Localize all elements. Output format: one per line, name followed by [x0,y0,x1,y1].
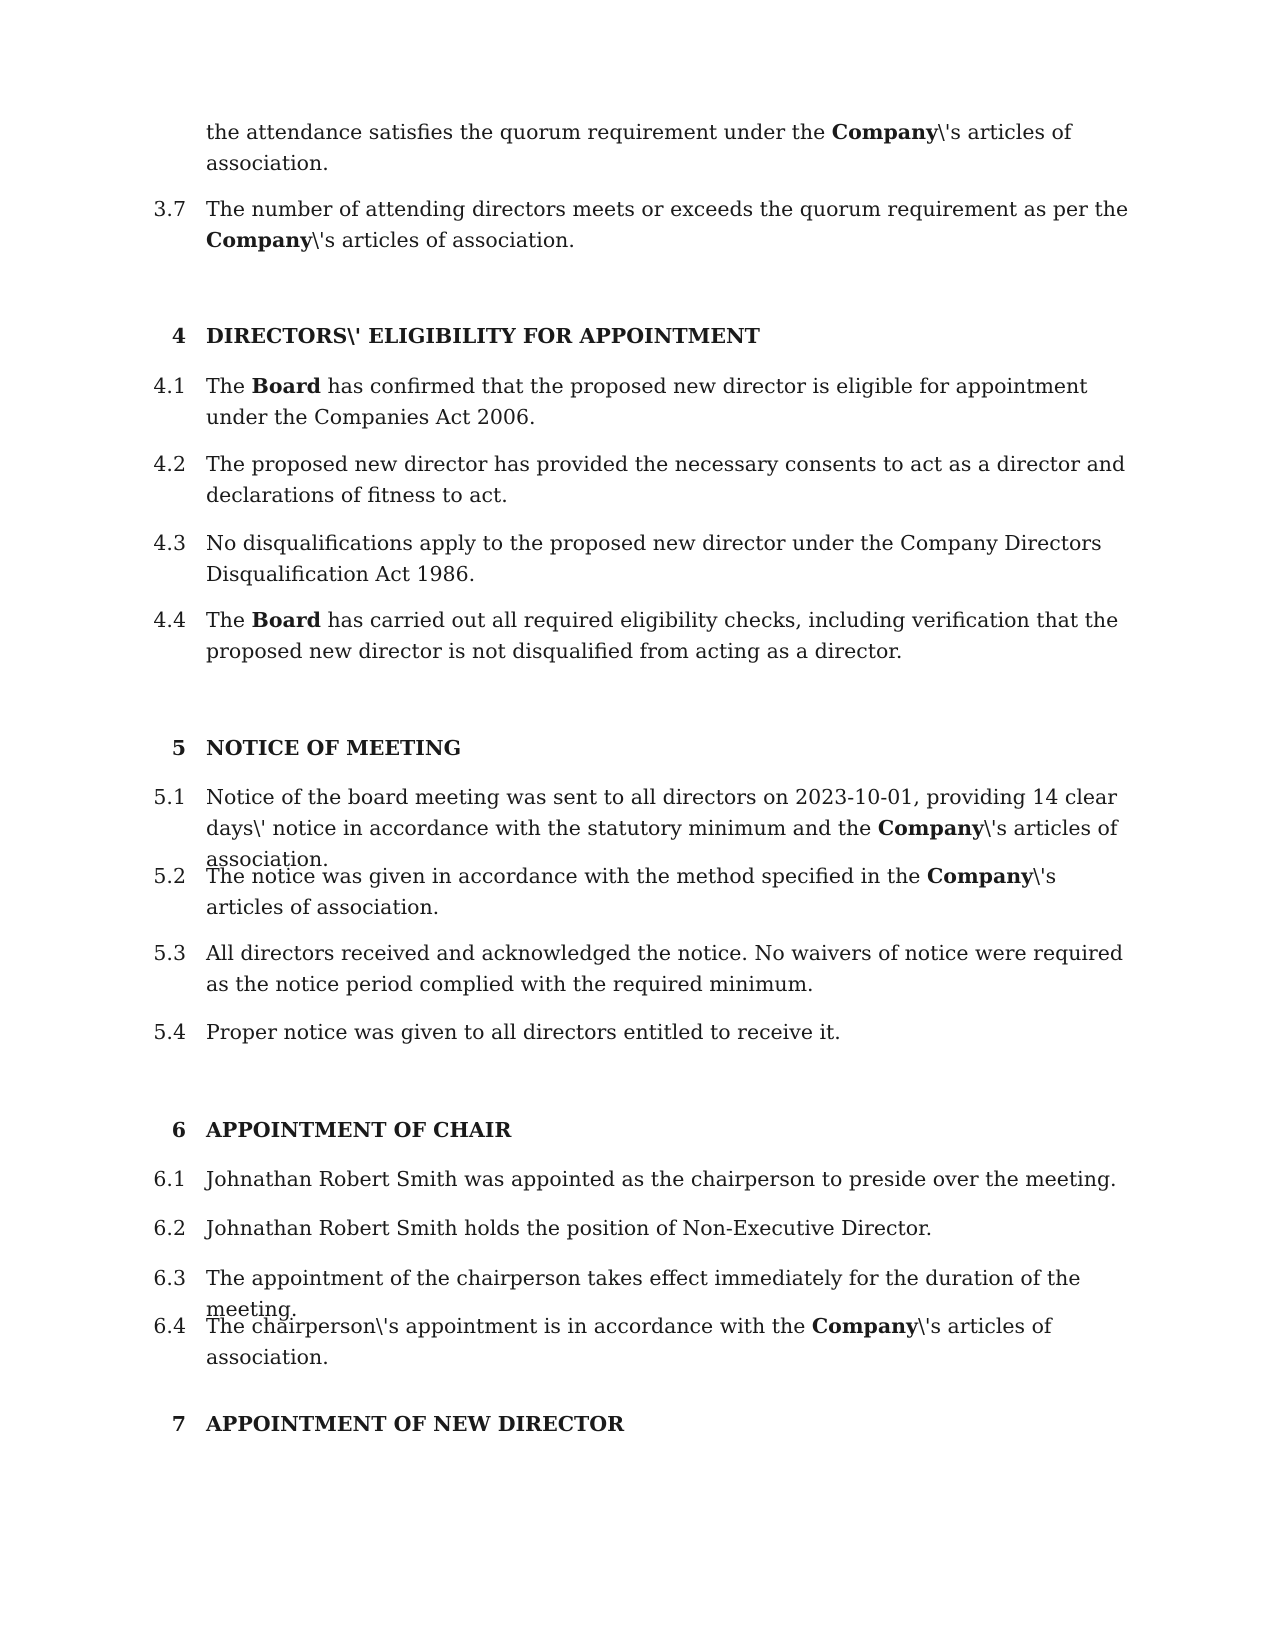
section-number: 6 [171,1118,186,1142]
clause-number: 4.3 [153,531,186,555]
defined-term: Company [877,816,984,840]
clause-number: 5.1 [153,785,186,809]
clause-number: 5.4 [153,1020,186,1044]
clause-text: The Board has carried out all required eligibility checks, including verification that the proposed new director is not disqualified from acting as a director. [206,608,1119,663]
clause-text: The Board has confirmed that the proposed new director is eligible for appointment under the Companies Act 2006. [206,374,1088,429]
clause-text: The notice was given in accordance with the method specified in the Company\'s articles of association. [206,864,1057,919]
clause-number: 3.7 [153,197,186,221]
clause-text: The number of attending directors meets or exceeds the quorum requirement as per the Company\'s articles of association. [206,197,1129,252]
clause-number: 4.1 [153,374,186,398]
clause-3-6-continuation: the attendance satisfies the quorum requirement under the Company\'s articles of association. [206,120,1072,175]
section-title: NOTICE OF MEETING [206,736,462,760]
clause-text: Proper notice was given to all directors entitled to receive it. [206,1020,841,1044]
clause-number: 6.1 [153,1167,186,1191]
clause-text: The appointment of the chairperson takes effect immediately for the duration of the meeting. [206,1266,1081,1321]
defined-term: Company [926,864,1034,888]
section-number: 5 [171,736,186,760]
defined-term: Board [251,374,321,398]
clause-text: Johnathan Robert Smith was appointed as the chairperson to preside over the meeting. [206,1167,1117,1191]
section-number: 4 [171,324,186,348]
clause-text: The proposed new director has provided the necessary consents to act as a director and declarations of fitness to act. [206,452,1126,507]
section-title: APPOINTMENT OF CHAIR [206,1118,512,1142]
clause-number: 4.4 [153,608,186,632]
clause-number: 6.2 [153,1216,186,1240]
clause-text: All directors received and acknowledged the notice. No waivers of notice were required as the notice period complied with the required minimum. [206,941,1124,996]
clause-text: Notice of the board meeting was sent to all directors on 2023-10-01, providing 14 clear days\' notice in accordance with the statutory minimum and the Company\'s articles of association. [206,785,1118,871]
clause-text: No disqualifications apply to the proposed new director under the Company Directors Disqualification Act 1986. [206,531,1102,586]
defined-term: Board [251,608,321,632]
clause-text: The chairperson\'s appointment is in accordance with the Company\'s articles of association. [206,1314,1052,1369]
section-title: DIRECTORS\' ELIGIBILITY FOR APPOINTMENT [206,324,760,348]
clause-text: Johnathan Robert Smith holds the position of Non-Executive Director. [206,1216,933,1240]
section-title: APPOINTMENT OF NEW DIRECTOR [206,1412,625,1436]
defined-term: Company [811,1314,918,1338]
clause-number: 6.3 [153,1266,186,1290]
defined-term: Company [206,228,313,252]
section-number: 7 [171,1412,186,1436]
clause-number: 5.3 [153,941,186,965]
clause-number: 6.4 [153,1314,186,1338]
clause-number: 4.2 [153,452,186,476]
defined-term: Company [831,120,938,144]
clause-number: 5.2 [153,864,186,888]
